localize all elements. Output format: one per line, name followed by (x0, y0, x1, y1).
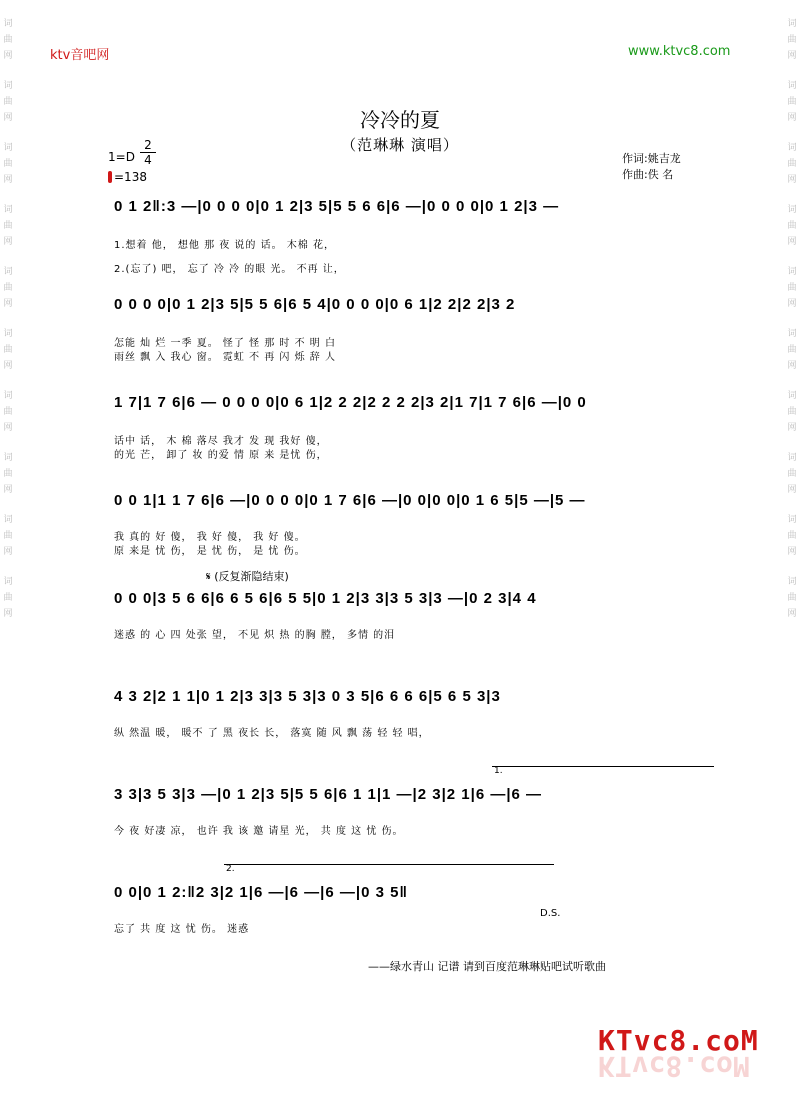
notation-line-3: 1 7|1 7 6|6 — 0 0 0 0|0 6 1|2 2 2|2 2 2 2|3 2|1 7|1 7 6|6 —|0 0 (114, 394, 587, 411)
notation-line-7: 3 3|3 5 3|3 —|0 1 2|3 5|5 5 6|6 1 1|1 —|2 3|2 1|6 —|6 — (114, 786, 543, 803)
notation-line-2: 0 0 0 0|0 1 2|3 5|5 5 6|6 5 4|0 0 0 0|0 6 1|2 2|2 2|3 2 (114, 296, 516, 313)
side-watermark-char: 词 (3, 329, 13, 339)
side-watermark-char: 曲 (3, 35, 13, 45)
side-watermark-char: 词 (3, 19, 13, 29)
lyric-line-3a: 话中 话， 木 棉 落尽 我才 发 现 我好 傻， (114, 436, 328, 447)
side-watermark-char: 网 (3, 299, 13, 309)
side-watermark-char: 网 (3, 361, 13, 371)
side-watermark-char: 网 (787, 299, 797, 309)
side-watermark-char: 网 (787, 485, 797, 495)
side-watermark-char: 网 (3, 609, 13, 619)
side-watermark-char: 词 (3, 81, 13, 91)
side-watermark-char: 网 (787, 175, 797, 185)
meter-bottom: 4 (140, 152, 156, 167)
side-watermark-char: 曲 (3, 531, 13, 541)
lyric-line-8a: 忘了 共 度 这 忧 伤。 迷惑 (114, 924, 250, 935)
side-watermark-char: 曲 (3, 283, 13, 293)
side-watermark-char: 词 (787, 81, 797, 91)
notation-line-5: 0 0 0|3 5 6 6|6 6 5 6|6 5 5|0 1 2|3 3|3 5 3|3 —|0 2 3|4 4 (114, 590, 537, 607)
tempo-value: =138 (114, 170, 147, 184)
side-watermark-char: 词 (3, 205, 13, 215)
side-watermark-char: 词 (787, 453, 797, 463)
time-signature (140, 138, 156, 167)
side-watermark-char: 曲 (787, 159, 797, 169)
site-name-link[interactable]: ktv音吧网 (50, 48, 110, 63)
volta-2-label: 2. (226, 864, 235, 874)
side-watermark-char: 网 (3, 175, 13, 185)
site-url-link[interactable]: www.ktvc8.com (628, 44, 731, 59)
side-watermark-char: 网 (787, 423, 797, 433)
lyric-line-3b: 的光 芒， 卸了 妆 的爱 情 原 来 是忧 伤， (114, 450, 328, 461)
segno-repeat-note (206, 568, 289, 584)
lyric-line-6a: 纵 然温 暖， 暖不 了 黑 夜长 长， 落寞 随 风 飘 荡 轻 轻 唱， (114, 728, 430, 739)
side-watermark-char: 曲 (787, 407, 797, 417)
side-watermark-char: 词 (3, 577, 13, 587)
side-watermark-char: 词 (3, 453, 13, 463)
side-watermark-char: 词 (3, 143, 13, 153)
side-watermark-char: 词 (787, 329, 797, 339)
side-watermark-char: 网 (787, 113, 797, 123)
side-watermark-char: 网 (3, 485, 13, 495)
key-signature: 1=D (108, 150, 135, 164)
side-watermark-char: 网 (787, 361, 797, 371)
dal-segno-mark: D.S. (540, 908, 561, 919)
segno-icon: 𝄋 (206, 570, 211, 583)
transcriber-note: ——绿水青山 记谱 请到百度范琳琳贴吧试听歌曲 (368, 960, 606, 973)
site-logo: KTvc8.coM (598, 1024, 759, 1057)
lyric-line-2a: 怎能 灿 烂 一季 夏。 怪了 怪 那 时 不 明 白 (114, 338, 336, 349)
side-watermark-char: 曲 (3, 221, 13, 231)
notation-line-8: 0 0|0 1 2:‖2 3|2 1|6 —|6 —|6 —|0 3 5‖ (114, 884, 408, 901)
notation-line-4: 0 0 1|1 1 7 6|6 —|0 0 0 0|0 1 7 6|6 —|0 0|0 0|0 1 6 5|5 —|5 — (114, 492, 586, 509)
lyric-line-4a: 我 真的 好 傻， 我 好 傻， 我 好 傻。 (114, 532, 306, 543)
side-watermark-char: 词 (787, 267, 797, 277)
side-watermark-char: 网 (787, 547, 797, 557)
side-watermark-char: 网 (787, 237, 797, 247)
side-watermark-char: 网 (3, 423, 13, 433)
side-watermark-char: 曲 (787, 469, 797, 479)
volta-2-bracket (224, 864, 554, 865)
side-watermark-char: 曲 (787, 97, 797, 107)
song-title: 冷冷的夏 (360, 108, 440, 132)
side-watermark-char: 曲 (3, 469, 13, 479)
side-watermark-char: 词 (787, 391, 797, 401)
site-logo-reflection: KTvc8.coM (598, 1050, 750, 1083)
side-watermark-char: 网 (3, 113, 13, 123)
volta-1-label: 1. (494, 766, 503, 776)
side-watermark-char: 词 (787, 19, 797, 29)
side-watermark-char: 网 (3, 547, 13, 557)
lyricist-credit: 作词:姚吉龙 (622, 152, 681, 165)
side-watermark-left (2, 0, 14, 620)
side-watermark-char: 曲 (3, 159, 13, 169)
side-watermark-char: 曲 (3, 97, 13, 107)
side-watermark-char: 网 (787, 51, 797, 61)
repeat-fade-note: (反复渐隐结束) (214, 570, 289, 583)
side-watermark-char: 词 (3, 515, 13, 525)
side-watermark-char: 曲 (787, 35, 797, 45)
side-watermark-char: 网 (3, 51, 13, 61)
side-watermark-char: 网 (3, 237, 13, 247)
side-watermark-char: 曲 (787, 593, 797, 603)
composer-credit: 作曲:佚 名 (622, 168, 674, 181)
notation-line-1: 0 1 2‖:3 —|0 0 0 0|0 1 2|3 5|5 5 6 6|6 —|0 0 0 0|0 1 2|3 — (114, 198, 560, 215)
side-watermark-char: 词 (787, 577, 797, 587)
meter-top: 2 (144, 138, 152, 152)
song-subtitle: （范琳琳 演唱） (341, 136, 459, 154)
lyric-line-5a: 迷惑 的 心 四 处张 望， 不见 炽 热 的胸 膛， 多情 的泪 (114, 630, 396, 641)
side-watermark-char: 词 (787, 515, 797, 525)
lyric-line-1a: 1.想着 他， 想他 那 夜 说的 话。 木棉 花， (114, 240, 335, 251)
side-watermark-char: 曲 (3, 593, 13, 603)
side-watermark-char: 词 (3, 267, 13, 277)
tempo-marking (108, 170, 147, 184)
side-watermark-char: 词 (3, 391, 13, 401)
lyric-line-7a: 今 夜 好凄 凉， 也许 我 该 邀 请星 光， 共 度 这 忧 伤。 (114, 826, 404, 837)
side-watermark-char: 词 (787, 143, 797, 153)
side-watermark-char: 曲 (3, 407, 13, 417)
side-watermark-char: 网 (787, 609, 797, 619)
side-watermark-char: 曲 (787, 221, 797, 231)
side-watermark-right (786, 0, 798, 620)
notation-line-6: 4 3 2|2 1 1|0 1 2|3 3|3 5 3|3 0 3 5|6 6 6 6|5 6 5 3|3 (114, 688, 501, 705)
lyric-line-1b: 2.(忘了) 吧， 忘了 冷 冷 的眼 光。 不再 让， (114, 264, 345, 275)
lyric-line-4b: 原 来是 忧 伤， 是 忧 伤， 是 忧 伤。 (114, 546, 306, 557)
volta-1-bracket (492, 766, 714, 767)
side-watermark-char: 词 (787, 205, 797, 215)
side-watermark-char: 曲 (787, 531, 797, 541)
side-watermark-char: 曲 (3, 345, 13, 355)
lyric-line-2b: 雨丝 飘 入 我心 窗。 霓虹 不 再 闪 烁 辞 人 (114, 352, 336, 363)
quarter-note-icon (108, 171, 112, 183)
side-watermark-char: 曲 (787, 345, 797, 355)
side-watermark-char: 曲 (787, 283, 797, 293)
